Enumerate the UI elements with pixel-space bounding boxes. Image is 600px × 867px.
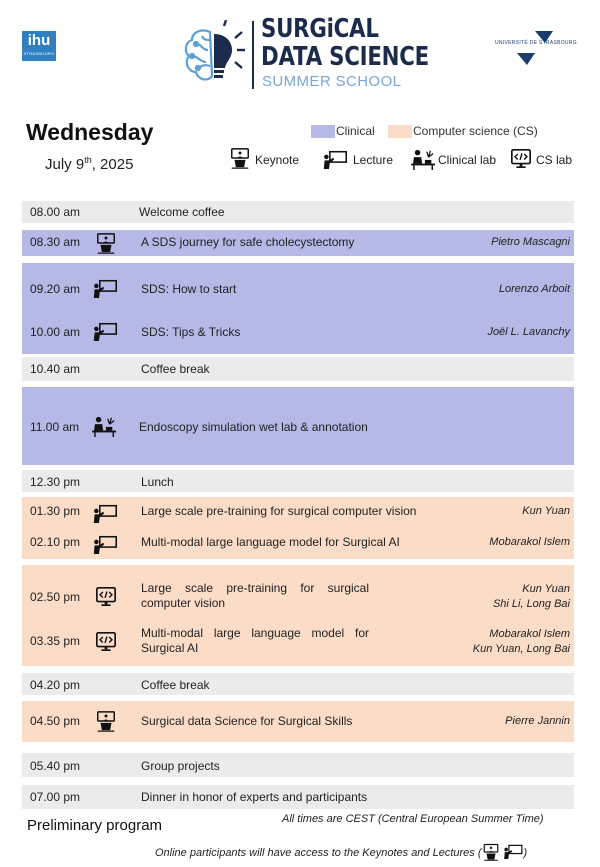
date-text bbox=[45, 150, 133, 175]
time-label: 08.30 am bbox=[30, 235, 81, 249]
speaker-name: Kun Yuan bbox=[522, 505, 570, 517]
keynote-icon bbox=[482, 843, 500, 861]
time-label: 10.00 am bbox=[30, 325, 81, 339]
ihu-logo-subtext: STRASBOURG bbox=[23, 51, 55, 56]
date-sup: th bbox=[84, 155, 92, 165]
speaker-name: Joël L. Lavanchy bbox=[487, 326, 570, 338]
lecture-icon bbox=[91, 504, 119, 523]
keynote-icon bbox=[95, 710, 117, 732]
session-title: A SDS journey for safe cholecystectomy bbox=[141, 235, 355, 249]
row-bg-welcome bbox=[22, 201, 574, 223]
clinical-lab-legend-label: Clinical lab bbox=[438, 153, 497, 167]
speaker-name-secondary: Kun Yuan, Long Bai bbox=[472, 643, 570, 655]
ihu-logo bbox=[22, 31, 56, 61]
cs-lab-icon bbox=[95, 631, 117, 653]
time-label: 12.30 pm bbox=[30, 475, 81, 489]
row-bg-coffee-1 bbox=[22, 357, 574, 381]
time-label: 09.20 am bbox=[30, 282, 81, 296]
sds-title-line1: SURGiCAL bbox=[261, 14, 379, 44]
cs-lab-legend-label: CS lab bbox=[536, 153, 573, 167]
clinical-lab-icon bbox=[91, 415, 119, 437]
ihu-logo-text: ihu bbox=[27, 32, 51, 49]
session-title: Surgical data Science for Surgical Skills bbox=[141, 714, 353, 728]
lecture-icon bbox=[321, 150, 349, 169]
lecture-icon bbox=[91, 322, 119, 341]
preliminary-program-label: Preliminary program bbox=[27, 817, 163, 834]
cs-legend-label: Computer science (CS) bbox=[413, 124, 538, 138]
unistra-logo-icon bbox=[495, 31, 575, 65]
clinical-swatch bbox=[311, 125, 335, 138]
lecture-icon bbox=[91, 535, 119, 554]
session-title: SDS: Tips & Tricks bbox=[141, 325, 241, 339]
row-bg-coffee-2 bbox=[22, 673, 574, 695]
time-label: 02.50 pm bbox=[30, 590, 81, 604]
time-label: 08.00 am bbox=[30, 205, 81, 219]
cs-lab-icon bbox=[95, 586, 117, 608]
session-title: Endoscopy simulation wet lab & annotation bbox=[139, 420, 368, 434]
speaker-name: Mobarakol Islem bbox=[489, 628, 570, 640]
row-bg-group-projects bbox=[22, 753, 574, 777]
speaker-name: Kun Yuan bbox=[522, 583, 570, 595]
unistra-logo-text: UNIVERSITÉ DE STRASBOURG bbox=[495, 40, 577, 46]
session-title: Large scale pre-training for surgical computer vision bbox=[141, 504, 417, 518]
online-note-text: Online participants will have access to the Keynotes and Lectures ( bbox=[155, 847, 482, 859]
day-title: Wednesday bbox=[26, 119, 154, 145]
session-title: Dinner in honor of experts and participants bbox=[141, 790, 368, 804]
time-label: 02.10 pm bbox=[30, 535, 81, 549]
logo-divider bbox=[252, 21, 254, 89]
keynote-icon bbox=[229, 147, 251, 169]
cs-lab-icon bbox=[510, 148, 532, 170]
timezone-note: All times are CEST (Central European Summer Time) bbox=[282, 813, 544, 825]
row-bg-lunch bbox=[22, 470, 574, 492]
time-label: 04.50 pm bbox=[30, 714, 81, 728]
date-prefix: July 9 bbox=[45, 156, 85, 173]
speaker-name: Mobarakol Islem bbox=[489, 536, 570, 548]
time-label: 11.00 am bbox=[30, 420, 80, 434]
lecture-icon bbox=[91, 279, 119, 298]
speaker-name: Lorenzo Arboit bbox=[498, 283, 570, 295]
session-title: Large scale pre-training for surgical computer vision bbox=[141, 581, 369, 610]
time-label: 03.35 pm bbox=[30, 634, 81, 648]
session-title: Multi-modal large language model for Surgical AI bbox=[141, 535, 400, 549]
cs-swatch bbox=[388, 125, 412, 138]
time-label: 04.20 pm bbox=[30, 678, 81, 692]
time-label: 07.00 pm bbox=[30, 790, 81, 804]
time-label: 01.30 pm bbox=[30, 504, 81, 518]
clinical-lab-icon bbox=[410, 148, 438, 170]
time-label: 05.40 pm bbox=[30, 759, 81, 773]
session-title: Welcome coffee bbox=[139, 205, 225, 219]
keynote-icon bbox=[95, 232, 117, 254]
brain-lightbulb-logo-icon bbox=[180, 20, 250, 90]
session-title: Multi-modal large language model for Surgical AI bbox=[141, 626, 369, 655]
session-title: SDS: How to start bbox=[141, 282, 237, 296]
clinical-legend-label: Clinical bbox=[336, 124, 375, 138]
online-note bbox=[155, 843, 527, 861]
session-title: Coffee break bbox=[141, 678, 210, 692]
time-label: 10.40 am bbox=[30, 362, 81, 376]
speaker-name: Pietro Mascagni bbox=[491, 236, 570, 248]
lecture-icon bbox=[502, 844, 524, 859]
lecture-legend-label: Lecture bbox=[353, 153, 394, 167]
session-title: Coffee break bbox=[141, 362, 210, 376]
sds-title-line2: DATA SCIENCE bbox=[261, 42, 429, 72]
session-title: Lunch bbox=[141, 475, 174, 489]
speaker-name-secondary: Shi Li, Long Bai bbox=[492, 598, 570, 610]
speaker-name: Pierre Jannin bbox=[505, 715, 570, 727]
sds-title-line3: SUMMER SCHOOL bbox=[262, 73, 402, 90]
session-title: Group projects bbox=[141, 759, 220, 773]
date-suffix: , 2025 bbox=[91, 156, 134, 173]
keynote-legend-label: Keynote bbox=[255, 153, 300, 167]
online-note-close: ) bbox=[523, 847, 528, 859]
